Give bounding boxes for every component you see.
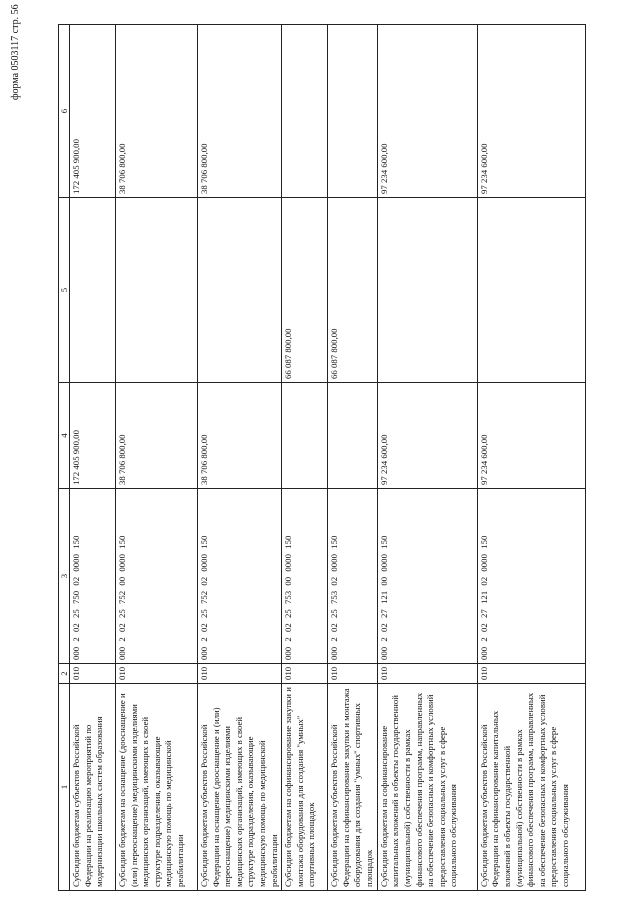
approved-cell: 97 234 600,00 bbox=[477, 383, 585, 489]
line-code-cell: 010 bbox=[198, 664, 282, 684]
unexecuted-cell: 97 234 600,00 bbox=[477, 25, 585, 198]
executed-cell bbox=[116, 198, 198, 383]
column-header: 6 bbox=[59, 25, 70, 198]
form-label: форма 0503117 стр. 56 bbox=[10, 4, 21, 100]
budget-code-cell: 000 2 02 25 752 00 0000 150 bbox=[116, 489, 198, 664]
budget-code-cell: 000 2 02 27 121 00 0000 150 bbox=[377, 489, 477, 664]
approved-cell: 38 706 800,00 bbox=[116, 383, 198, 489]
approved-cell bbox=[282, 383, 328, 489]
executed-cell bbox=[198, 198, 282, 383]
approved-cell: 97 234 600,00 bbox=[377, 383, 477, 489]
income-name-cell: Субсидии бюджетам на оснащение (дооснащение и (или) переоснащение) медицинскими изделиями медицинских организаций, имеющих в своей структуре подразделения, оказывающие медицинскую помощь по медицинской реабилитации bbox=[116, 684, 198, 891]
budget-code-cell: 000 2 02 27 121 02 0000 150 bbox=[477, 489, 585, 664]
budget-code-cell: 000 2 02 25 750 02 0000 150 bbox=[70, 489, 116, 664]
approved-cell: 172 405 900,00 bbox=[70, 383, 116, 489]
table-row bbox=[328, 25, 377, 891]
income-name-cell: Субсидии бюджетам субъектов Российской Федерации на софинансирование капитальных вложений в объекты государственной (муниципальной) собственности в рамках финансового обеспечения программ, направленных на обеспечение безопасных и комфортных условий предоставления социальных услуг в сфере социального обслуживания bbox=[477, 684, 585, 891]
approved-cell bbox=[328, 383, 377, 489]
income-table bbox=[58, 24, 586, 891]
income-name-cell: Субсидии бюджетам субъектов Российской Федерации на софинансирование закупки и монтажа оборудования для создания "умных" спортивных площадок bbox=[328, 684, 377, 891]
approved-cell: 38 706 800,00 bbox=[198, 383, 282, 489]
column-header: 3 bbox=[59, 489, 70, 664]
table-row bbox=[198, 25, 282, 891]
column-header: 4 bbox=[59, 383, 70, 489]
unexecuted-cell: 38 706 800,00 bbox=[116, 25, 198, 198]
line-code-cell: 010 bbox=[116, 664, 198, 684]
column-number-row bbox=[59, 25, 70, 891]
executed-cell: 66 087 800,00 bbox=[282, 198, 328, 383]
executed-cell: 66 087 800,00 bbox=[328, 198, 377, 383]
table-row bbox=[377, 25, 477, 891]
executed-cell bbox=[70, 198, 116, 383]
income-name-cell: Субсидии бюджетам субъектов Российской Федерации на реализацию мероприятий по модернизации школьных систем образования bbox=[70, 684, 116, 891]
executed-cell bbox=[377, 198, 477, 383]
column-header: 2 bbox=[59, 664, 70, 684]
table-row bbox=[70, 25, 116, 891]
table-row bbox=[116, 25, 198, 891]
income-name-cell: Субсидии бюджетам на софинансирование капитальных вложений в объекты государственной (муниципальной) собственности в рамках финансового обеспечения программ, направленных на обеспечение безопасных и комфортных условий предоставления социальных услуг в сфере социального обслуживания bbox=[377, 684, 477, 891]
line-code-cell: 010 bbox=[377, 664, 477, 684]
column-header: 5 bbox=[59, 198, 70, 383]
table-row bbox=[282, 25, 328, 891]
line-code-cell: 010 bbox=[477, 664, 585, 684]
income-name-cell: Субсидии бюджетам на софинансирование закупки и монтажа оборудования для создания "умных" спортивных площадок bbox=[282, 684, 328, 891]
table-row bbox=[477, 25, 585, 891]
line-code-cell: 010 bbox=[328, 664, 377, 684]
budget-code-cell: 000 2 02 25 752 02 0000 150 bbox=[198, 489, 282, 664]
budget-code-cell: 000 2 02 25 753 00 0000 150 bbox=[282, 489, 328, 664]
unexecuted-cell: 172 405 900,00 bbox=[70, 25, 116, 198]
executed-cell bbox=[477, 198, 585, 383]
budget-code-cell: 000 2 02 25 753 02 0000 150 bbox=[328, 489, 377, 664]
unexecuted-cell bbox=[282, 25, 328, 198]
column-header: 1 bbox=[59, 684, 70, 891]
line-code-cell: 010 bbox=[282, 664, 328, 684]
income-name-cell: Субсидии бюджетам субъектов Российской Федерации на оснащение (дооснащение и (или) переоснащение) медицинскими изделиями медицинских организаций, имеющих в своей структуре подразделения, оказывающие медицинскую помощь по медицинской реабилитации bbox=[198, 684, 282, 891]
unexecuted-cell bbox=[328, 25, 377, 198]
unexecuted-cell: 38 706 800,00 bbox=[198, 25, 282, 198]
unexecuted-cell: 97 234 600,00 bbox=[377, 25, 477, 198]
line-code-cell: 010 bbox=[70, 664, 116, 684]
